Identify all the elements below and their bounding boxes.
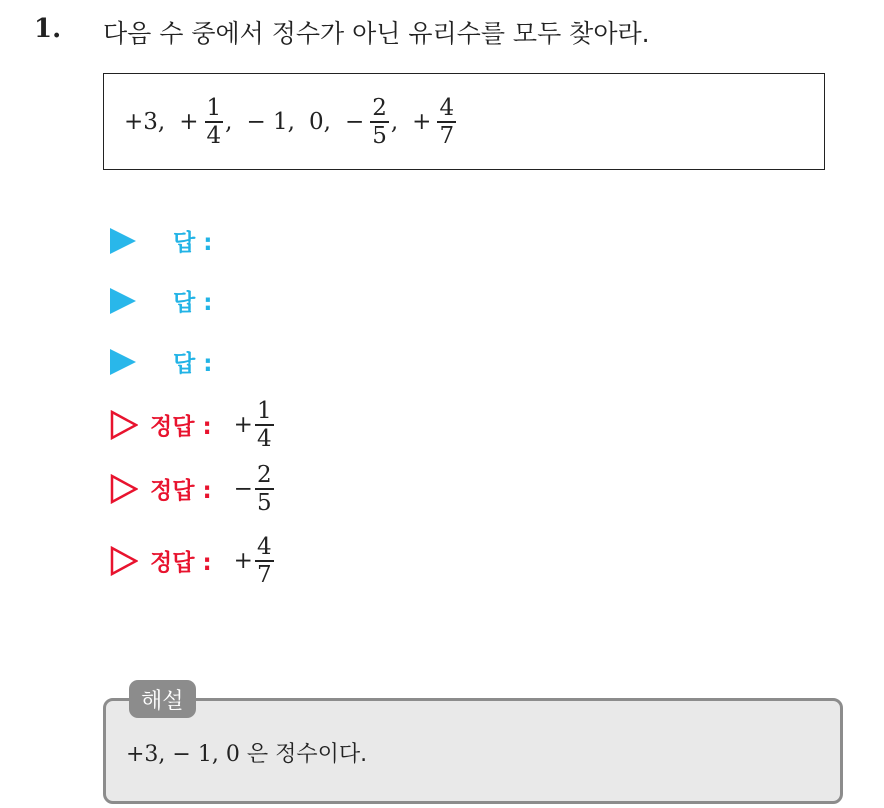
number-item: + $\frac{4}{7}$	[412, 95, 455, 149]
solution-value: + $\frac{4}{7}$	[233, 534, 272, 588]
solution-row	[110, 534, 276, 588]
answer-label: 답 :	[173, 290, 213, 316]
explanation-box	[103, 698, 843, 804]
fraction: $\frac{4}{7}$	[439, 95, 455, 149]
filled-triangle-right-icon	[110, 349, 136, 375]
explanation-tag: 해설	[129, 680, 196, 718]
answer-label: 답 :	[173, 351, 213, 377]
solution-value: + $\frac{1}{4}$	[233, 398, 272, 452]
number-list	[124, 90, 458, 154]
question-text: 다음 수 중에서 정수가 아닌 유리수를 모두 찾아라.	[103, 19, 650, 48]
fraction: $\frac{4}{7}$	[256, 534, 272, 588]
outline-triangle-right-icon	[110, 474, 138, 504]
filled-triangle-right-icon	[110, 228, 136, 254]
number-item: +3 ,	[124, 109, 166, 135]
number-item: + $\frac{1}{4}$ ,	[179, 95, 233, 149]
solution-label: 정답 :	[150, 550, 212, 577]
solution-label: 정답 :	[150, 414, 212, 441]
answer-row	[110, 345, 212, 378]
fraction: $\frac{1}{4}$	[256, 398, 272, 452]
fraction: $\frac{2}{5}$	[372, 95, 387, 149]
filled-triangle-right-icon	[110, 288, 136, 314]
answer-row	[110, 284, 212, 317]
outline-triangle-right-icon	[110, 546, 138, 576]
outline-triangle-right-icon	[110, 410, 138, 440]
number-item: − 1 ,	[246, 109, 295, 135]
explanation-text: +3, − 1, 0 은 정수이다.	[126, 742, 368, 767]
solution-value: − $\frac{2}{5}$	[233, 462, 272, 516]
answer-label: 답 :	[173, 230, 213, 256]
solution-label: 정답 :	[150, 478, 212, 505]
question-number: 1.	[34, 14, 62, 44]
answer-row	[110, 224, 212, 257]
number-item: − $\frac{2}{5}$ ,	[344, 95, 399, 149]
number-item: 0 ,	[308, 109, 331, 135]
fraction: $\frac{2}{5}$	[256, 462, 272, 516]
solution-row	[110, 462, 276, 516]
number-list-box	[103, 73, 825, 170]
solution-row	[110, 398, 276, 452]
fraction: $\frac{1}{4}$	[206, 95, 222, 149]
